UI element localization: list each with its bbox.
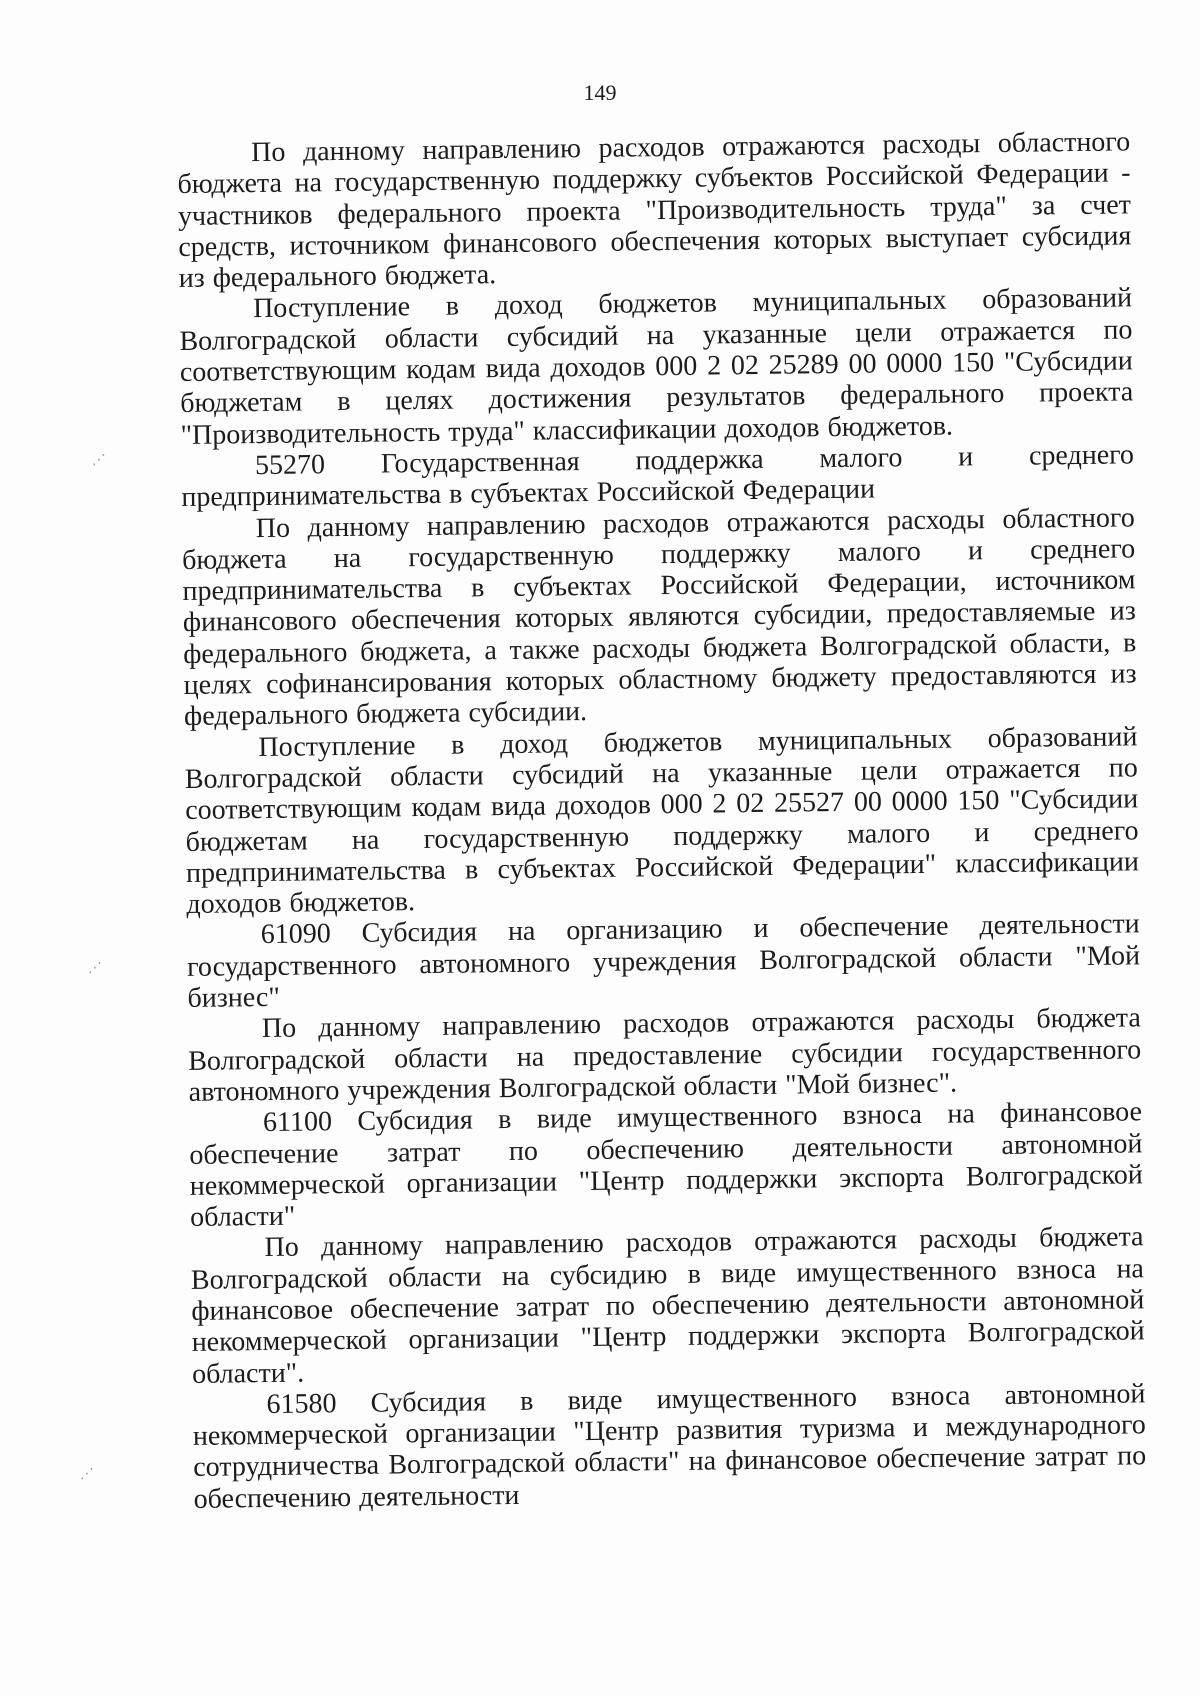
paragraph-support-productivity-expenses: По данному направлению расходов отражаются расходы областного бюджета на государственную поддержку субъектов Российской Федерации - участников федерального проекта "Производительность труда" за счет средств, источником финансового обеспечения которых выступает субсидия из федерального бюджета. <box>177 126 1132 295</box>
document-body <box>177 126 1147 1515</box>
paragraph-export-center-expenses: По данному направлению расходов отражаются расходы бюджета Волгоградской области на субсидию в виде имущественного взноса на финансовое обеспечение затрат по обеспечению деятельности автономной некоммерческой организации "Центр поддержки экспорта Волгоградской области". <box>190 1221 1145 1390</box>
heading-61580-tourism-center: 61580 Субсидия в виде имущественного взноса автономной некоммерческой организации "Центр развития туризма и международного сотрудничества Волгоградской области" на финансовое обеспечение затрат по обеспечению деятельности <box>192 1378 1147 1515</box>
page-number: 149 <box>583 80 617 105</box>
scan-artifact-mark: ⋰ <box>80 1466 94 1482</box>
paragraph-productivity-revenue-codes: Поступление в доход бюджетов муниципальных образований Волгоградской области субсидий на указанные цели отражается по соответствующим кодам вида доходов 000 2 02 25289 00 0000 150 "Субсидии бюджетам в целях достижения результатов федерального проекта "Производительность труда" классификации доходов бюджетов. <box>179 282 1134 451</box>
paragraph-sme-support-expenses: По данному направлению расходов отражаются расходы областного бюджета на государственную поддержку малого и среднего предпринимательства в субъектах Российской Федерации, источником финансового обеспечения которых являются субсидии, предоставляемые из федерального бюджета, а также расходы бюджета Волгоградской области, в целях софинансирования которых областному бюджету предоставляются из федерального бюджета субсидии. <box>181 501 1137 733</box>
paragraph-my-business-expenses: По данному направлению расходов отражаются расходы бюджета Волгоградской области на предоставление субсидии государственного автономного учреждения Волгоградской области "Мой бизнес". <box>188 1002 1142 1108</box>
heading-61090-my-business: 61090 Субсидия на организацию и обеспечение деятельности государственного автономного учреждения Волгоградской области "Мой бизнес" <box>186 908 1141 1014</box>
scan-artifact-mark: ⋰ <box>88 960 102 976</box>
heading-61100-export-center: 61100 Субсидия в виде имущественного взноса на финансовое обеспечение затрат по обеспечению деятельности автономной некоммерческой организации "Центр поддержки экспорта Волгоградской области" <box>189 1096 1143 1234</box>
paragraph-sme-revenue-codes: Поступление в доход бюджетов муниципальных образований Волгоградской области субсидий на указанные цели отражается по соответствующим кодам вида доходов 000 2 02 25527 00 0000 150 "Субсидии бюджетам на государственную поддержку малого и среднего предпринимательства в субъектах Российской Федерации" классификации доходов бюджетов. <box>184 720 1140 921</box>
heading-55270-sme-support: 55270 Государственная поддержка малого и среднего предпринимательства в субъектах Российской Федерации <box>181 439 1135 514</box>
scan-artifact-mark: ⋰ <box>92 452 106 468</box>
